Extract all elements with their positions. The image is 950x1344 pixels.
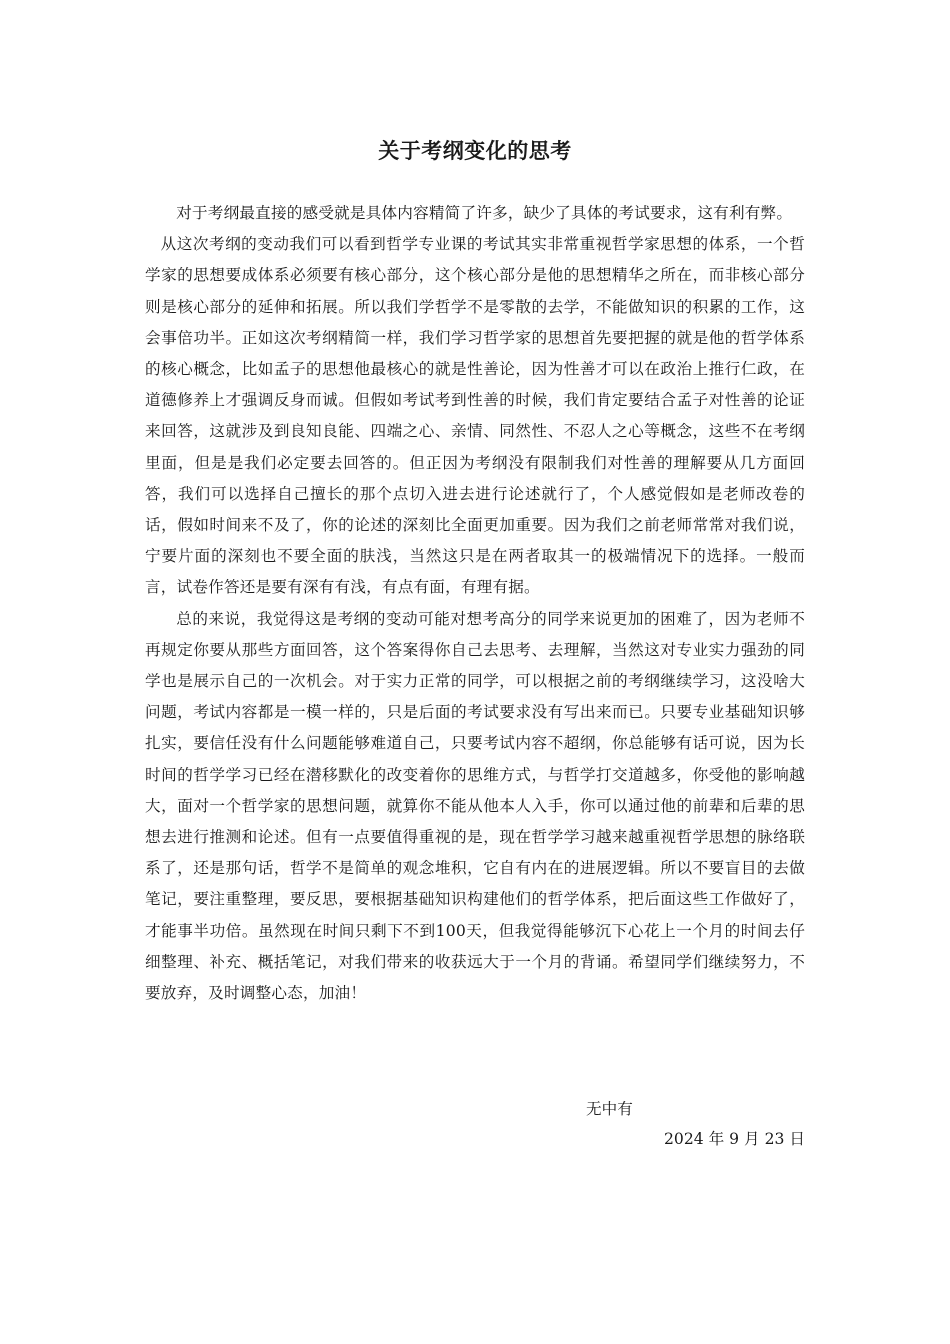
document-body (145, 198, 805, 1009)
document-title: 关于考纲变化的思考 (378, 139, 572, 163)
paragraph-3: 总的来说，我觉得这是考纲的变动可能对想考高分的同学来说更加的困难了，因为老师不再规定你要从那些方面回答，这个答案得你自己去思考、去理解，当然这对专业实力强劲的同学也是展示自己的一次机会。对于实力正常的同学，可以根据之前的考纲继续学习，这没啥大问题，考试内容都是一模一样的，只是后面的考试要求没有写出来而已。只要专业基础知识够扎实，要信任没有什么问题能够难道自己，只要考试内容不超纲，你总能够有话可说，因为长时间的哲学学习已经在潜移默化的改变着你的思维方式，与哲学打交道越多，你受他的影响越大，面对一个哲学家的思想问题，就算你不能从他本人入手，你可以通过他的前辈和后辈的思想去进行推测和论述。但有一点要值得重视的是，现在哲学学习越来越重视哲学思想的脉络联系了，还是那句话，哲学不是简单的观念堆积，它自有内在的进展逻辑。所以不要盲目的去做笔记，要注重整理，要反思，要根据基础知识构建他们的哲学体系，把后面这些工作做好了，才能事半功倍。虽然现在时间只剩下不到100天，但我觉得能够沉下心花上一个月的时间去仔细整理、补充、概括笔记，对我们带来的收获远大于一个月的背诵。希望同学们继续努力，不要放弃，及时调整心态，加油！ (145, 609, 805, 1003)
paragraph-1: 对于考纲最直接的感受就是具体内容精简了许多，缺少了具体的考试要求，这有利有弊。 (176, 204, 793, 222)
paragraph-2: 从这次考纲的变动我们可以看到哲学专业课的考试其实非常重视哲学家思想的体系，一个哲学家的思想要成体系必须要有核心部分，这个核心部分是他的思想精华之所在，而非核心部分则是核心部分的延伸和拓展。所以我们学哲学不是零散的去学，不能做知识的积累的工作，这会事倍功半。正如这次考纲精简一样，我们学习哲学家的思想首先要把握的就是他的哲学体系的核心概念，比如孟子的思想他最核心的就是性善论，因为性善才可以在政治上推行仁政，在道德修养上才强调反身而诚。但假如考试考到性善的时候，我们肯定要结合孟子对性善的论证来回答，这就涉及到良知良能、四端之心、亲情、同然性、不忍人之心等概念，这些不在考纲里面，但是是我们必定要去回答的。但正因为考纲没有限制我们对性善的理解要从几方面回答，我们可以选择自己擅长的那个点切入进去进行论述就行了，个人感觉假如是老师改卷的话，假如时间来不及了，你的论述的深刻比全面更加重要。因为我们之前老师常常对我们说，宁要片面的深刻也不要全面的肤浅，当然这只是在两者取其一的极端情况下的选择。一般而言，试卷作答还是要有深有有浅，有点有面，有理有据。 (145, 235, 805, 597)
document-date: 2024 年 9 月 23 日 (663, 1130, 805, 1148)
author-signature: 无中有 (586, 1100, 633, 1118)
